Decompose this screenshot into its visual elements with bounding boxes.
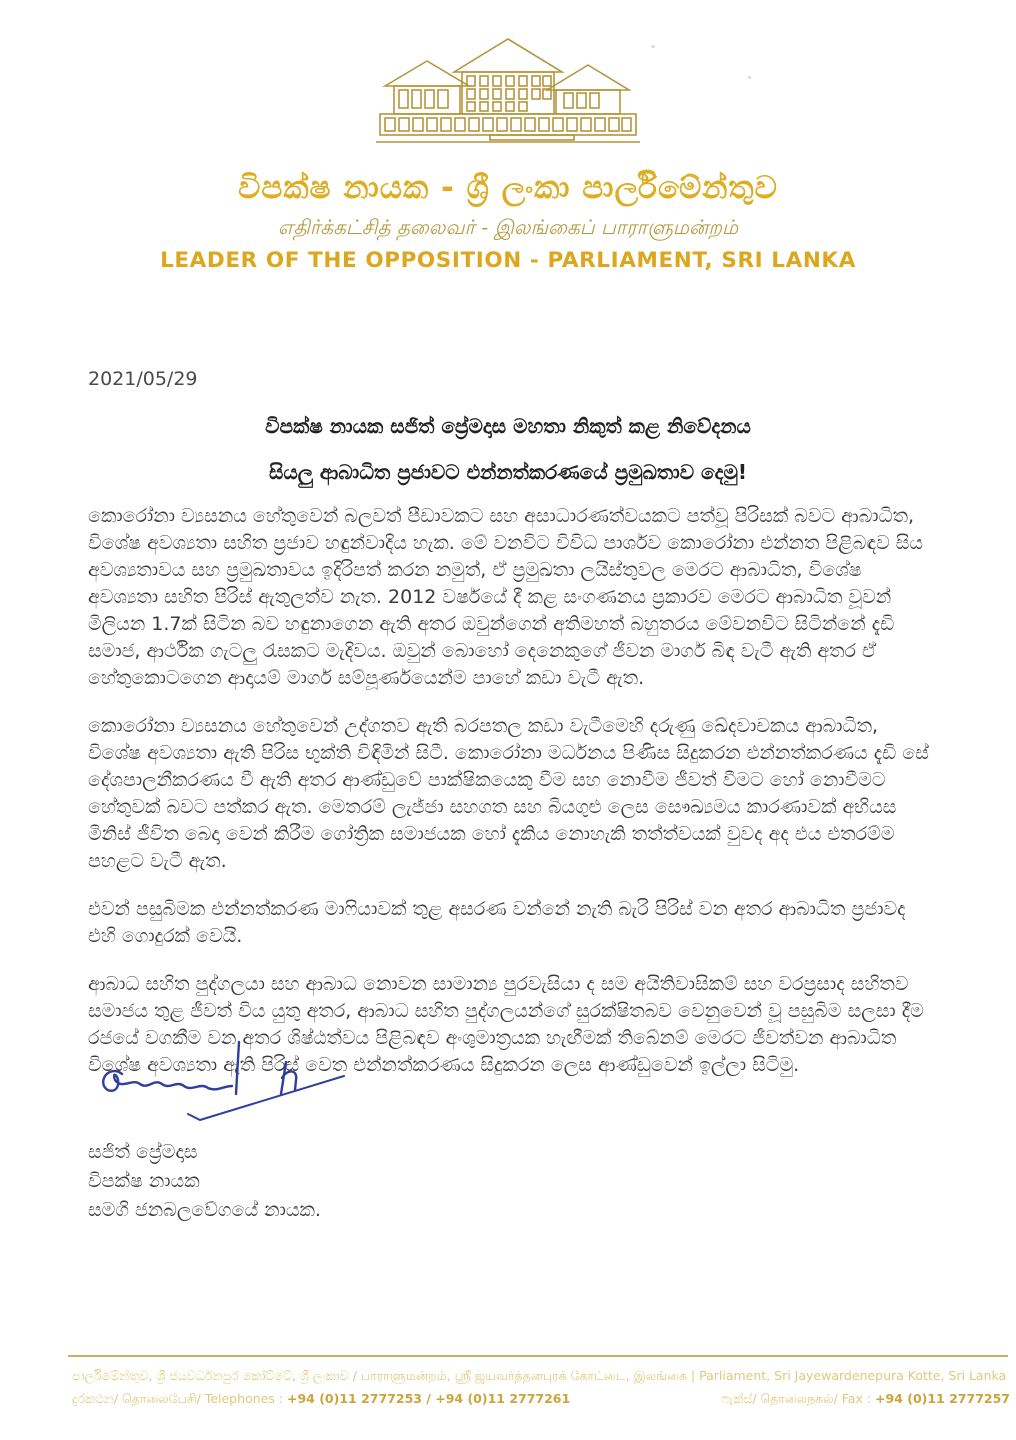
signer-name: සජිත් ප්‍රේමදාස	[88, 1141, 198, 1163]
footer-fax-value: +94 (0)11 2777257	[875, 1391, 1010, 1406]
letter-body	[88, 503, 936, 1100]
footer-telephones-value: +94 (0)11 2777253 / +94 (0)11 2777261	[286, 1391, 571, 1406]
signer-title-1: විපක්ෂ නායක	[88, 1170, 200, 1192]
letterhead	[0, 34, 1016, 273]
scan-speck	[651, 45, 655, 48]
footer	[72, 1366, 1010, 1409]
footer-divider	[68, 1355, 1008, 1357]
letterhead-title-sinhala: විපක්ෂ නායක - ශ්‍රී ලංකා පාර්ලිමේන්තුව	[238, 170, 778, 206]
footer-address: පාර්ලිමේන්තුව, ශ්‍රී ජයවර්ධනපුර කෝට්ටේ, ශ්‍රී ලංකාව / பாராளுமன்றம், ஸ்ரீ ஜயவர்த்தனபுரக் கோட்டை, இலங்கை | Parliament, Sri Jayewardenepura Kotte, Sri Lanka	[72, 1368, 1007, 1383]
handwritten-signature-icon	[88, 1028, 358, 1130]
footer-fax-label: ෆැක්ස්/ தொலைநகல்/ Fax :	[721, 1391, 872, 1406]
footer-fax	[721, 1389, 1010, 1409]
signoff-block	[88, 1138, 321, 1225]
letter-heading-line1: විපක්ෂ නායක සජිත් ප්‍රේමදාස මහතා නිකුත් කළ නිවේදනය	[265, 414, 751, 438]
letterhead-title-tamil: எதிர்க்கட்சித் தலைவர் - இலங்கைப் பாராளுமன்றம்	[277, 215, 739, 239]
paragraph-1: කොරෝනා ව්‍යසනය හේතුවෙන් බලවත් පීඩාවකට සහ අසාධාරණත්වයකට පත්වූ පිරිසක් බවට ආබාධිත, විශේෂ අවශ්‍යතා සහිත ප්‍රජාව හඳුන්වාදිය හැක. මේ වනවිට විවිධ පාර්ශව කොරෝනා එන්නත පිළිබඳව සිය අවශ්‍යතාවය සහ ප්‍රමුඛතාවය ඉදිරිපත් කරන නමුත්, ඒ ප්‍රමුඛතා ලයිස්තුවල මෙරට ආබාධිත, විශේෂ අවශ්‍යතා සහිත පිරිස් ඇතුලත්ව නැත. 2012 වර්ෂයේ දී කළ සංගණනය ප්‍රකාරව මෙරට ආබාධිත වූවන් මිලියන 1.7ක් සිටින බව හඳුනාගෙන ඇති අතර ඔවුන්ගෙන් අතිමහත් බහුතරය මේවනවිට සිටින්නේ දැඩි සමාජ, ආර්ථික ගැටලු රැසකට මැදිවය. ඔවුන් බොහෝ දෙනෙකුගේ ජීවන මාර්ග බිඳ වැටී ඇති අතර ඒ හේතුකොටගෙන ආදායම් මාර්ග සම්පූර්ණයෙන්ම පාහේ කඩා වැටී ඇත.	[88, 505, 924, 689]
paragraph-3: එවන් පසුබිමක එන්නත්කරණ මාෆියාවක් තුළ අසරණ වන්නේ නැති බැරි පිරිස් වන අතර ආබාධිත ප්‍රජාවද එහි ගොදුරක් වෙයි.	[88, 898, 906, 947]
parliament-building-logo-icon	[372, 34, 644, 148]
scan-speck	[748, 76, 751, 79]
paragraph-2: කොරෝනා ව්‍යසනය හේතුවෙන් උද්ගතව ඇති බරපතල කඩා වැටීමෙහි දරුණු ඛේදවාචකය ආබාධිත, විශේෂ අවශ්‍යතා ඇති පිරිස භුක්ති විඳිමින් සිටී. කොරෝනා මර්ධනය පිණිස සිදුකරන එන්නත්කරණය දැඩි සේ දේශපාලනීකරණය වී ඇති අතර ආණ්ඩුවේ පාක්ෂිකයෙකු වීම සහ නොවීම ජීවත් වීමට හෝ නොවීමට හේතුවක් බවට පත්කර ඇත. මෙතරම් ලැජ්ජා සහගත සහ බියගුළු ලෙස සෞඛ්‍යමය කාරණාවක් අභියස මිනිස් ජීවිත බෙදා වෙන් කිරීම ගෝත්‍රික සමාජයක හෝ දැකිය නොහැකි තත්ත්වයක් වුවද අද එය එතරම්ම පහළට වැටී ඇත.	[88, 715, 929, 872]
letterhead-title-english: LEADER OF THE OPPOSITION - PARLIAMENT, SRI LANKA	[160, 248, 856, 273]
letter-heading-line2: සියලු ආබාධිත ප්‍රජාවට එන්නත්කරණයේ ප්‍රමුඛතාව දෙමු!	[268, 460, 748, 484]
letter-date: 2021/05/29	[88, 368, 198, 390]
footer-telephones-label: දුරකථන/ தொலைபேசி/ Telephones :	[72, 1391, 283, 1406]
footer-telephones	[72, 1389, 570, 1409]
signer-title-2: සමගි ජනබලවේගයේ නායක.	[88, 1199, 321, 1221]
paragraph-4: ආබාධ සහිත පුද්ගලයා සහ ආබාධ නොවන සාමාන්‍ය පුරවැසියා ද සම අයිතිවාසිකම් සහ වරප්‍රසාද සහිතව සමාජය තුළ ජීවත් විය යුතු අතර, ආබාධ සහිත පුද්ගලයන්ගේ සුරක්ෂිතබව වෙනුවෙන් වූ පසුබිම සලසා දීම රජයේ වගකීම වන අතර ශිෂ්ඨත්වය පිළිබඳව අංශුමාත්‍රයක හැඟීමක් තිබේනම් මෙරට ජීවත්වන ආබාධිත විශේෂ අවශ්‍යතා ඇති පිරිස් වෙත එන්නත්කරණය සිදුකරන ලෙස ආණ්ඩුවෙන් ඉල්ලා සිටිමු.	[88, 973, 924, 1076]
